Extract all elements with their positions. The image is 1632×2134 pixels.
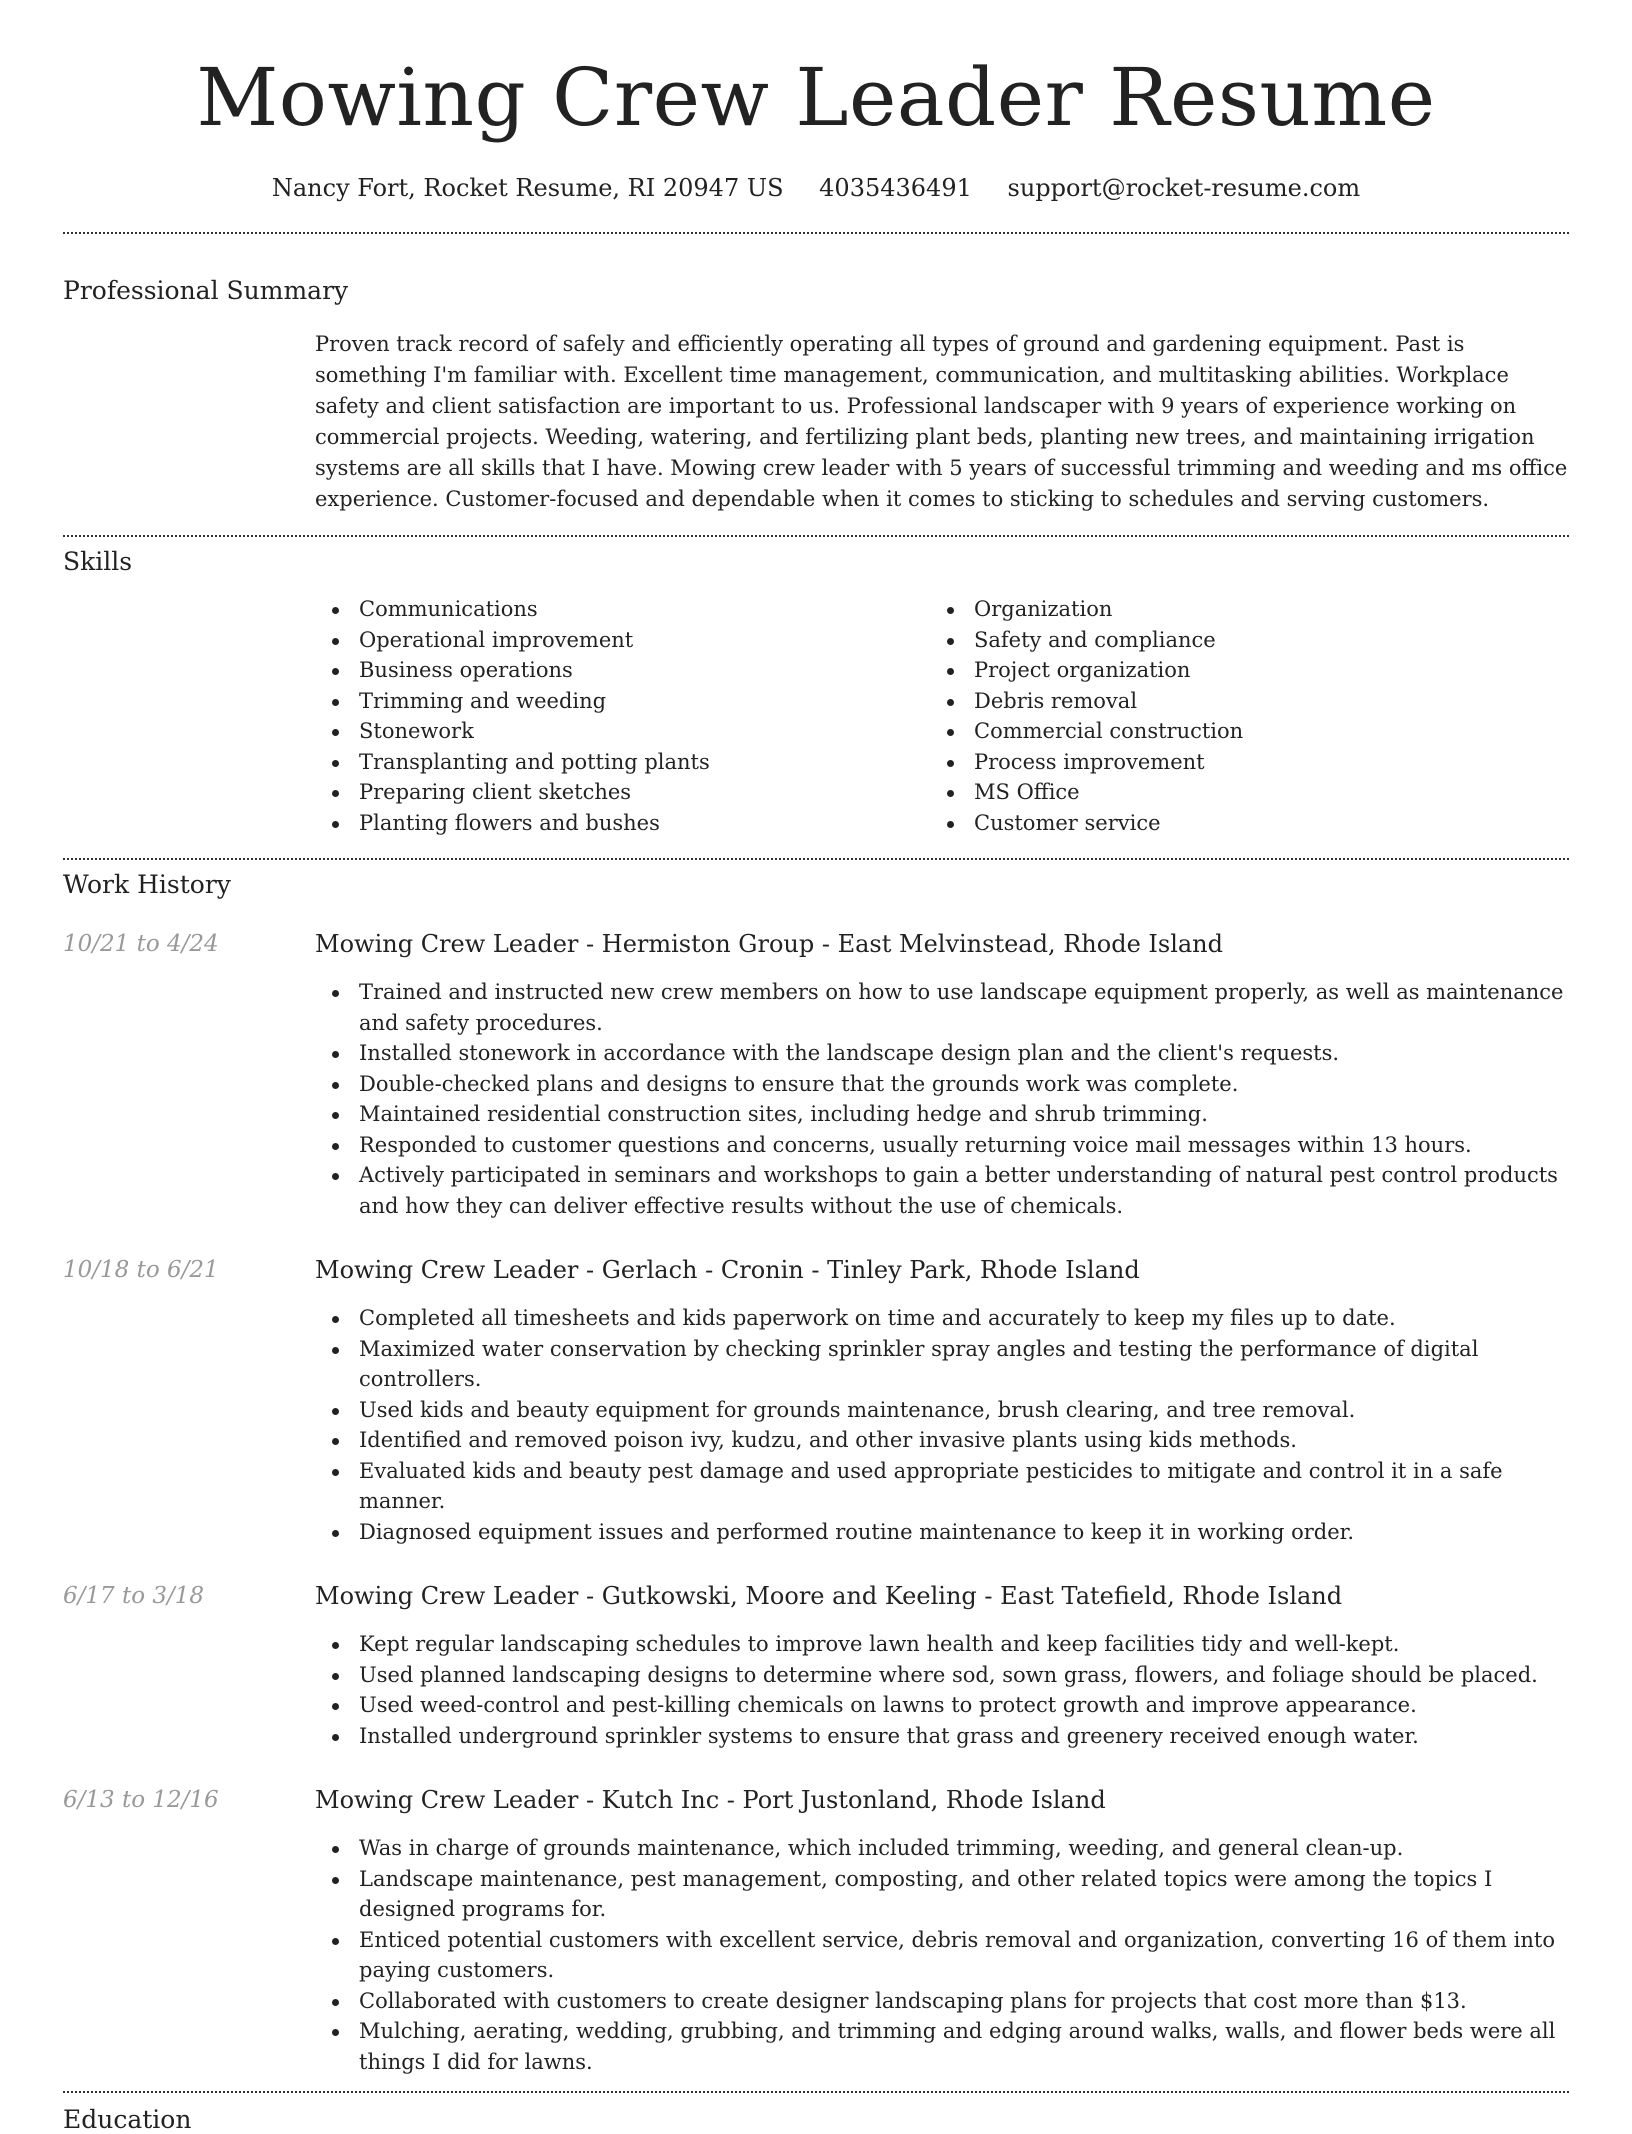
- job-bullets: [315, 1629, 1569, 1751]
- skill-item: Safety and compliance: [930, 625, 1545, 656]
- job-bullet: Used kids and beauty equipment for grounds maintenance, brush clearing, and tree removal.: [315, 1395, 1569, 1426]
- skill-item: Trimming and weeding: [315, 686, 930, 717]
- skill-item: Operational improvement: [315, 625, 930, 656]
- job-bullet: Was in charge of grounds maintenance, which included trimming, weeding, and general clean-up.: [315, 1833, 1569, 1864]
- skill-item: Commercial construction: [930, 716, 1545, 747]
- contact-line: [63, 174, 1569, 202]
- job-bullet: Identified and removed poison ivy, kudzu, and other invasive plants using kids methods.: [315, 1425, 1569, 1456]
- job-bullet: Used weed-control and pest-killing chemicals on lawns to protect growth and improve appearance.: [315, 1690, 1569, 1721]
- job-bullet: Collaborated with customers to create designer landscaping plans for projects that cost more than $13.: [315, 1986, 1569, 2017]
- job-bullets: [315, 1303, 1569, 1547]
- job-title: Mowing Crew Leader - Hermiston Group - East Melvinstead, Rhode Island: [315, 930, 1224, 958]
- contact-address: Nancy Fort, Rocket Resume, RI 20947 US: [271, 174, 784, 202]
- job-title: Mowing Crew Leader - Gerlach - Cronin - Tinley Park, Rhode Island: [315, 1256, 1140, 1284]
- job-entry: [63, 929, 1569, 1221]
- job-bullet: Kept regular landscaping schedules to improve lawn health and keep facilities tidy and well-kept.: [315, 1629, 1569, 1660]
- job-bullet: Installed underground sprinkler systems to ensure that grass and greenery received enough water.: [315, 1721, 1569, 1752]
- job-bullet: Actively participated in seminars and workshops to gain a better understanding of natural pest control products and how they can deliver effective results without the use of chemicals.: [315, 1160, 1569, 1221]
- section-divider: [63, 858, 1569, 860]
- job-bullet: Maintained residential construction sites, including hedge and shrub trimming.: [315, 1099, 1569, 1130]
- job-bullet: Used planned landscaping designs to determine where sod, sown grass, flowers, and foliage should be placed.: [315, 1660, 1569, 1691]
- skill-item: Transplanting and potting plants: [315, 747, 930, 778]
- section-divider: [63, 2091, 1569, 2093]
- summary-text: Proven track record of safely and efficiently operating all types of ground and gardening equipment. Past is something I'm familiar with. Excellent time management, communication, and multitasking abilities. Workplace safety and client satisfaction are important to us. Professional landscaper with 9 years of experience working on commercial projects. Weeding, watering, and fertilizing plant beds, planting new trees, and maintaining irrigation systems are all skills that I have. Mowing crew leader with 5 years of successful trimming and weeding and ms office experience. Customer-focused and dependable when it comes to sticking to schedules and serving customers.: [315, 332, 1568, 511]
- skill-item: Organization: [930, 594, 1545, 625]
- job-dates: 10/21 to 4/24: [63, 931, 219, 957]
- contact-phone: 4035436491: [819, 174, 972, 202]
- education-heading: Education: [63, 2105, 192, 2134]
- job-bullet: Enticed potential customers with excellent service, debris removal and organization, converting 16 of them into paying customers.: [315, 1925, 1569, 1986]
- job-bullets: [315, 977, 1569, 1221]
- summary-section: [63, 276, 1569, 515]
- skill-item: Preparing client sketches: [315, 777, 930, 808]
- job-dates: 6/17 to 3/18: [63, 1583, 205, 1609]
- education-section: [63, 2105, 1569, 2134]
- job-bullet: Completed all timesheets and kids paperwork on time and accurately to keep my files up to date.: [315, 1303, 1569, 1334]
- job-body: [315, 1785, 1569, 2077]
- skill-item: Process improvement: [930, 747, 1545, 778]
- job-title: Mowing Crew Leader - Kutch Inc - Port Justonland, Rhode Island: [315, 1786, 1106, 1814]
- skill-item: Debris removal: [930, 686, 1545, 717]
- job-bullet: Diagnosed equipment issues and performed routine maintenance to keep it in working order.: [315, 1517, 1569, 1548]
- skill-item: Planting flowers and bushes: [315, 808, 930, 839]
- job-title: Mowing Crew Leader - Gutkowski, Moore and Keeling - East Tatefield, Rhode Island: [315, 1582, 1343, 1610]
- job-entry: [63, 1255, 1569, 1547]
- skills-grid: [315, 594, 1569, 838]
- work-heading: Work History: [63, 870, 231, 899]
- job-body: [315, 1581, 1569, 1751]
- skill-item: Project organization: [930, 655, 1545, 686]
- job-entry: [63, 1785, 1569, 2077]
- skill-item: MS Office: [930, 777, 1545, 808]
- skills-column-left: [315, 594, 930, 838]
- resume-title: Mowing Crew Leader Resume: [196, 51, 1436, 144]
- section-divider: [63, 535, 1569, 537]
- job-bullet: Responded to customer questions and concerns, usually returning voice mail messages within 13 hours.: [315, 1130, 1569, 1161]
- job-entry: [63, 1581, 1569, 1751]
- job-bullet: Mulching, aerating, wedding, grubbing, and trimming and edging around walks, walls, and flower beds were all things I did for lawns.: [315, 2016, 1569, 2077]
- skills-heading: Skills: [63, 547, 133, 576]
- job-bullet: Landscape maintenance, pest management, composting, and other related topics were among the topics I designed programs for.: [315, 1864, 1569, 1925]
- job-bullet: Double-checked plans and designs to ensure that the grounds work was complete.: [315, 1069, 1569, 1100]
- job-dates: 10/18 to 6/21: [63, 1257, 219, 1283]
- section-divider: [63, 232, 1569, 234]
- skills-column-right: [930, 594, 1545, 838]
- job-bullet: Trained and instructed new crew members on how to use landscape equipment properly, as well as maintenance and safety procedures.: [315, 977, 1569, 1038]
- skill-item: Customer service: [930, 808, 1545, 839]
- job-bullet: Installed stonework in accordance with the landscape design plan and the client's requests.: [315, 1038, 1569, 1069]
- skill-item: Business operations: [315, 655, 930, 686]
- skills-section: [63, 547, 1569, 838]
- job-bullet: Evaluated kids and beauty pest damage and used appropriate pesticides to mitigate and control it in a safe manner.: [315, 1456, 1569, 1517]
- job-bullet: Maximized water conservation by checking sprinkler spray angles and testing the performance of digital controllers.: [315, 1334, 1569, 1395]
- job-body: [315, 1255, 1569, 1547]
- contact-email: support@rocket-resume.com: [1007, 174, 1361, 202]
- skill-item: Communications: [315, 594, 930, 625]
- work-section: [63, 870, 1569, 2077]
- job-bullets: [315, 1833, 1569, 2077]
- summary-heading: Professional Summary: [63, 276, 349, 305]
- job-dates: 6/13 to 12/16: [63, 1787, 219, 1813]
- job-body: [315, 929, 1569, 1221]
- skill-item: Stonework: [315, 716, 930, 747]
